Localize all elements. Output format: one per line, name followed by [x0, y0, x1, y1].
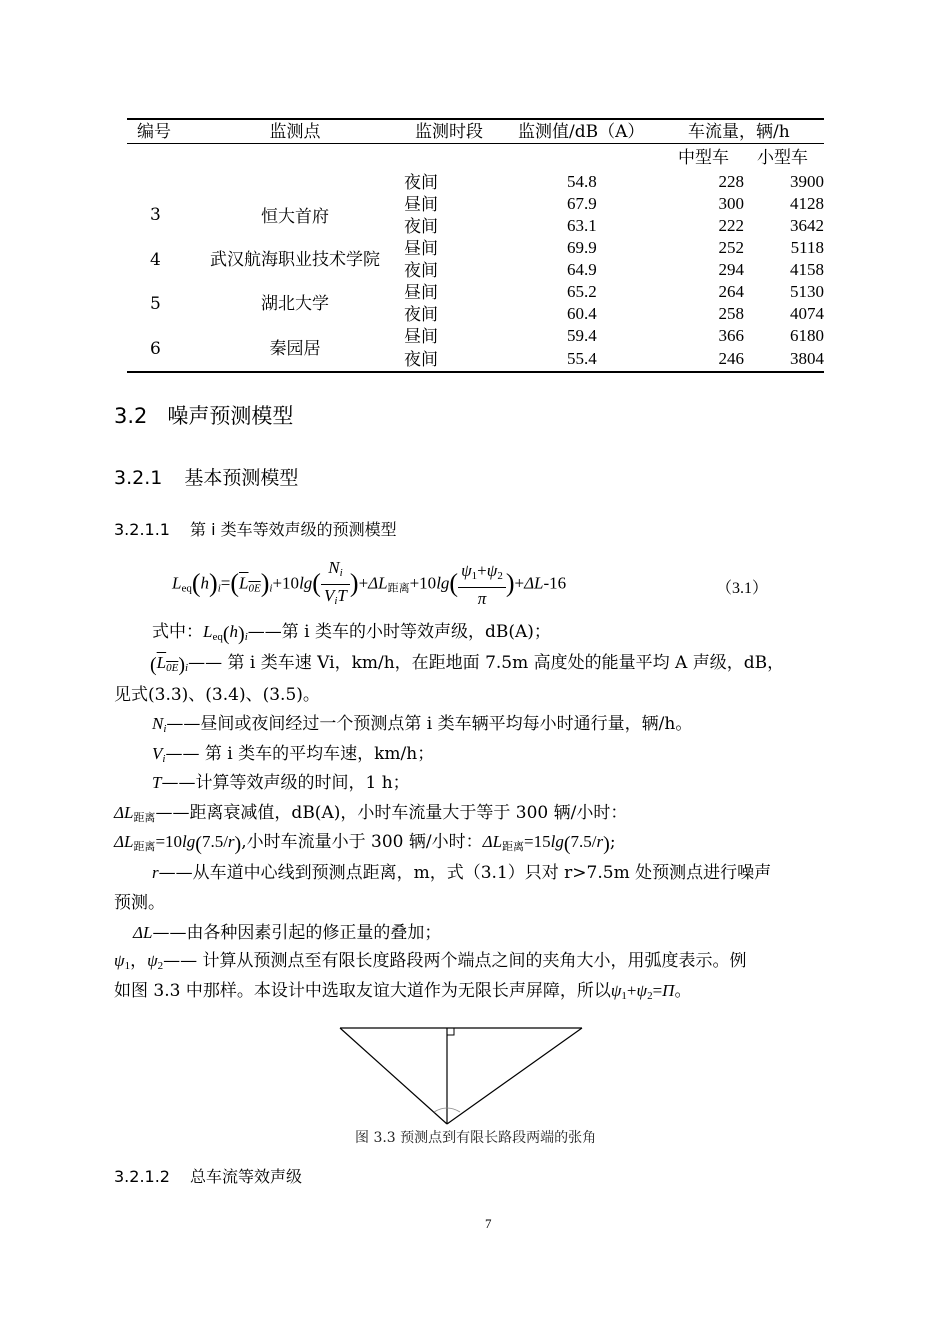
row-value: 55.4 — [567, 349, 597, 368]
table-top-rule — [127, 118, 824, 120]
text-def-l0e: —— 第 i 类车速 Vi，km/h，在距地面 7.5m 高度处的能量平均 A 声级，dB， — [188, 653, 785, 673]
row-period: 昼间 — [404, 239, 438, 259]
row-period: 夜间 — [404, 261, 438, 281]
section-heading-3-2-1-1 — [114, 517, 397, 540]
section-title: 基本预测模型 — [184, 467, 299, 489]
text-def-t: ——计算等效声级的时间，1 h； — [161, 773, 410, 793]
def-l0e: $(\overline{L}_{0E})_i——$ 第 i 类车速 Vi，km/h，在距地面 7.5m 高度处的能量平均 A 声级，dB， — [150, 653, 785, 676]
text-def-l0e-cont: 见式(3.3)、(3.4)、(3.5)。 — [114, 685, 320, 705]
row-value: 69.9 — [567, 238, 597, 257]
group-id-5: 5 — [150, 294, 161, 314]
row-small: 4074 — [790, 304, 824, 323]
text-def-r: ——从车道中心线到预测点距离，m，式（3.1）只对 r>7.5m 处预测点进行噪声 — [158, 863, 772, 883]
row-period: 夜间 — [404, 350, 438, 370]
group-id-3: 3 — [150, 205, 161, 225]
row-medium: 300 — [718, 194, 744, 213]
section-title: 总车流等效声级 — [189, 1167, 302, 1186]
row-period: 夜间 — [404, 217, 438, 237]
row-period: 昼间 — [404, 283, 438, 303]
table-header-rule — [127, 143, 824, 144]
row-period: 昼间 — [404, 195, 438, 215]
section-title: 噪声预测模型 — [167, 404, 294, 428]
text-dist-sub: 距离 — [133, 840, 156, 853]
text-period: 。 — [674, 981, 692, 1001]
section-number: 3.2.1.2 — [114, 1167, 170, 1186]
right-angle-mark — [447, 1028, 454, 1035]
section-heading-3-2 — [114, 400, 293, 430]
def-dl-dist: $\Delta L_{距离}——$距离衰减值，dB(A)，小时车流量大于等于 300 辆/小时： — [114, 803, 628, 824]
right-sightline — [447, 1028, 582, 1124]
text-def-delta-l: ——由各种因素引起的修正量的叠加； — [152, 923, 442, 943]
group-site-3: 恒大首府 — [261, 207, 329, 227]
row-small: 3900 — [790, 172, 824, 191]
figure-caption: 图 3.3 预测点到有限长路段两端的张角 — [355, 1130, 597, 1146]
text-def-psi-cont: 如图 3.3 中那样。本设计中选取友谊大道作为无限长声屏障，所以 — [114, 981, 611, 1001]
row-small: 5118 — [790, 238, 824, 257]
text-dist-sub: 距离 — [502, 840, 525, 853]
section-heading-3-2-1 — [114, 463, 298, 490]
row-value: 59.4 — [567, 326, 597, 345]
col-header-small: 小型车 — [757, 148, 808, 168]
text-def-dl: ——距离衰减值，dB(A)，小时车流量大于等于 300 辆/小时： — [155, 803, 628, 823]
row-value: 54.8 — [567, 172, 597, 191]
col-header-site: 监测点 — [269, 122, 321, 142]
row-medium: 222 — [718, 216, 744, 235]
row-value: 67.9 — [567, 194, 597, 213]
text-shizhong: 式中： — [152, 622, 203, 642]
def-vi: $V_i——$ 第 i 类车的平均车速，km/h； — [152, 744, 435, 765]
row-small: 5130 — [790, 282, 824, 301]
text-def-psi: —— 计算从预测点至有限长度路段两个端点之间的夹角大小，用弧度表示。例 — [163, 951, 747, 971]
def-psi-cont: 如图 3.3 中那样。本设计中选取友谊大道作为无限长声屏障，所以$\psi_1+\psi_2=\Pi$。 — [114, 981, 692, 1002]
row-value: 60.4 — [567, 304, 597, 323]
group-id-6: 6 — [150, 339, 161, 359]
formula-number: （3.1） — [716, 580, 769, 597]
group-site-5: 湖北大学 — [261, 294, 329, 314]
figure-3-3-diagram — [330, 1020, 590, 1130]
section-number: 3.2 — [114, 404, 148, 428]
text-def-leq: ——第 i 类车的小时等效声级，dB(A)； — [247, 622, 551, 642]
table-bottom-rule — [127, 371, 824, 373]
row-period: 昼间 — [404, 327, 438, 347]
page-number: 7 — [485, 1216, 492, 1231]
col-header-flow: 车流量，辆/h — [688, 122, 790, 142]
section-heading-3-2-1-2 — [114, 1164, 302, 1187]
row-medium: 252 — [718, 238, 744, 257]
def-dl: ΔL——由各种因素引起的修正量的叠加； — [133, 923, 442, 943]
row-medium: 264 — [718, 282, 744, 301]
group-site-6: 秦园居 — [269, 339, 321, 359]
row-small: 6180 — [790, 326, 824, 345]
text-def-vi: —— 第 i 类车的平均车速，km/h； — [165, 744, 435, 764]
row-medium: 228 — [718, 172, 744, 191]
formula-3-1: $L_{eq}(h)_i=(\overline{L}_{0E})_i+10\lg$( $\frac{N_i}{V_iT}$ )$+\Delta L_{距离}+10\lg$( $\frac{\psi_1+\psi_2}{\pi}$ )+ΔL-16 — [172, 558, 567, 608]
row-value: 63.1 — [567, 216, 597, 235]
def-t: T——计算等效声级的时间，1 h； — [152, 773, 410, 793]
def-leq: 式中：$L_{eq}(h)_i——$第 i 类车的小时等效声级，dB(A)； — [152, 622, 551, 645]
row-value: 64.9 — [567, 260, 597, 279]
row-small: 4158 — [790, 260, 824, 279]
def-r: r——从车道中心线到预测点距离，m，式（3.1）只对 r>7.5m 处预测点进行噪声 — [152, 863, 772, 883]
section-number: 3.2.1 — [114, 467, 163, 489]
def-ni: $N_i——$昼间或夜间经过一个预测点第 i 类车辆平均每小时通行量，辆/h。 — [152, 714, 693, 735]
row-period: 夜间 — [404, 173, 438, 193]
col-header-id: 编号 — [137, 122, 171, 142]
row-medium: 258 — [718, 304, 744, 323]
col-header-medium: 中型车 — [678, 148, 729, 168]
row-small: 3642 — [790, 216, 824, 235]
group-id-4: 4 — [150, 250, 161, 270]
def-psi: $\psi_1$，$\psi_2——$ 计算从预测点至有限长度路段两个端点之间的夹角大小，用弧度表示。例 — [114, 951, 747, 972]
row-small: 4128 — [790, 194, 824, 213]
text-def-r-cont: 预测。 — [114, 893, 165, 913]
row-medium: 294 — [718, 260, 744, 279]
col-header-period: 监测时段 — [415, 122, 483, 142]
row-medium: 246 — [718, 349, 744, 368]
row-value: 65.2 — [567, 282, 597, 301]
col-header-value: 监测值/dB（A） — [518, 122, 645, 142]
section-title: 第 i 类车等效声级的预测模型 — [189, 520, 397, 539]
formula-const: -16 — [543, 573, 567, 593]
row-medium: 366 — [718, 326, 744, 345]
text-def-ni: ——昼间或夜间经过一个预测点第 i 类车辆平均每小时通行量，辆/h。 — [166, 714, 693, 734]
section-number: 3.2.1.1 — [114, 520, 170, 539]
group-site-4: 武汉航海职业技术学院 — [210, 250, 380, 270]
text-dist-sub: 距离 — [133, 811, 156, 824]
row-period: 夜间 — [404, 305, 438, 325]
left-sightline — [340, 1028, 447, 1124]
formula-dist: $\Delta L_{距离}=10\lg(7.5/r)$,小时车流量小于 300 辆/小时：$\Delta L_{距离}=15\lg(7.5/r)$; — [114, 832, 616, 855]
row-small: 3804 — [790, 349, 824, 368]
formula-dist-sub: 距离 — [387, 582, 410, 595]
text-formula-dist-mid: ,小时车流量小于 300 辆/小时： — [241, 832, 483, 852]
